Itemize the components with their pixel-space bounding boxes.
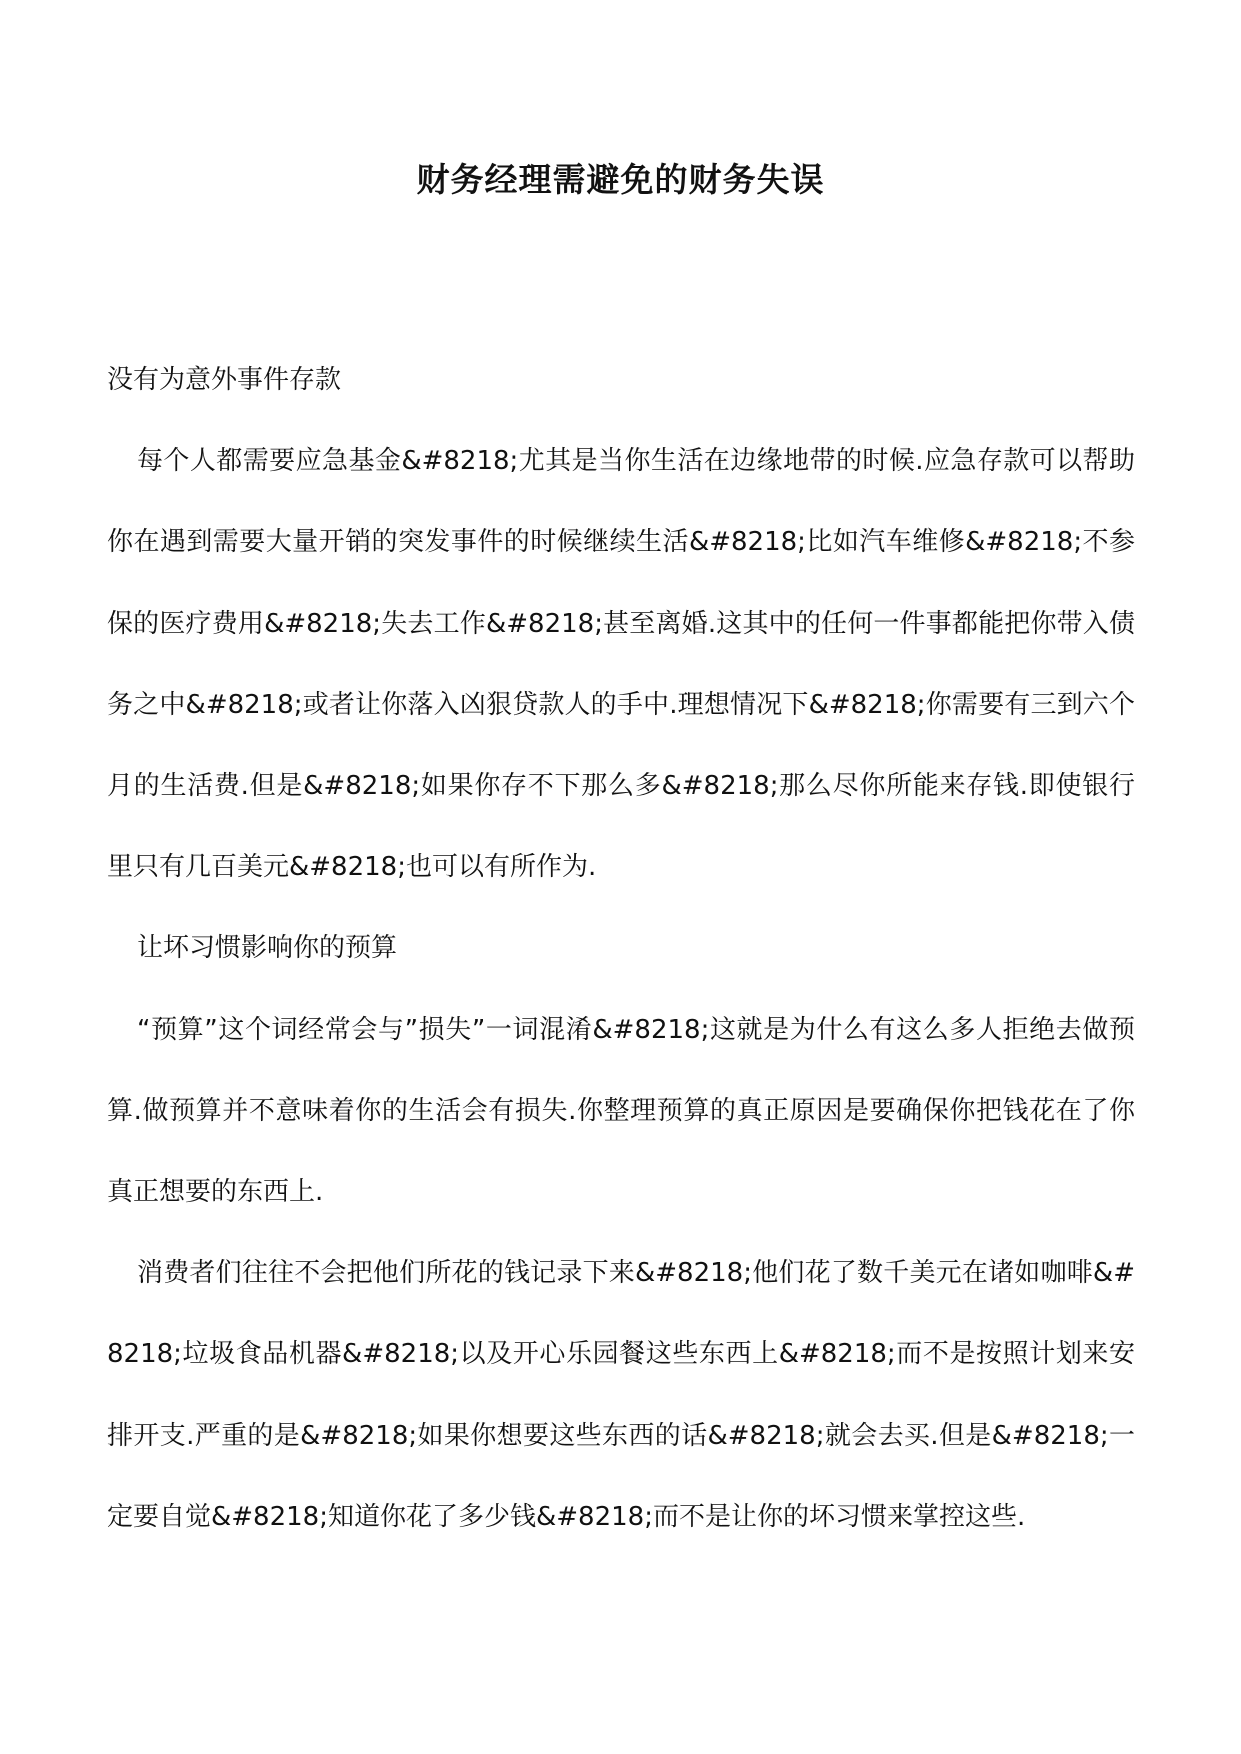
paragraph-emergency-savings: 每个人都需要应急基金&#8218;尤其是当你生活在边缘地带的时候.应急存款可以帮助你在遇到需要大量开销的突发事件的时候继续生活&#8218;比如汽车维修&#8218;不参保的医疗费用&#8218;失去工作&#8218;甚至离婚.这其中的任何一件事都能把你带入债务之中&#8218;或者让你落入凶狠贷款人的手中.理想情况下&#8218;你需要有三到六个月的生活费.但是&#8218;如果你存不下那么多&#8218;那么尽你所能来存钱.即使银行里只有几百美元&#8218;也可以有所作为. (107, 446, 1135, 883)
paragraph-spending-tracking: 消费者们往往不会把他们所花的钱记录下来&#8218;他们花了数千美元在诸如咖啡&#8218;垃圾食品机器&#8218;以及开心乐园餐这些东西上&#8218;而不是按照计划来安排开支.严重的是&#8218;如果你想要这些东西的话&#8218;就会去买.但是&#8218;一定要自觉&#8218;知道你花了多少钱&#8218;而不是让你的坏习惯来掌控这些. (107, 1258, 1135, 1532)
document-body (107, 340, 1135, 1558)
paragraph-budget-meaning: “预算”这个词经常会与”损失”一词混淆&#8218;这就是为什么有这么多人拒绝去做预算.做预算并不意味着你的生活会有损失.你整理预算的真正原因是要确保你把钱花在了你真正想要的东西上. (107, 1014, 1135, 1208)
page-title: 财务经理需避免的财务失误 (416, 160, 825, 199)
section-heading-emergency-savings: 没有为意外事件存款 (107, 365, 342, 395)
section-heading-bad-habits-budget: 让坏习惯影响你的预算 (137, 933, 398, 964)
